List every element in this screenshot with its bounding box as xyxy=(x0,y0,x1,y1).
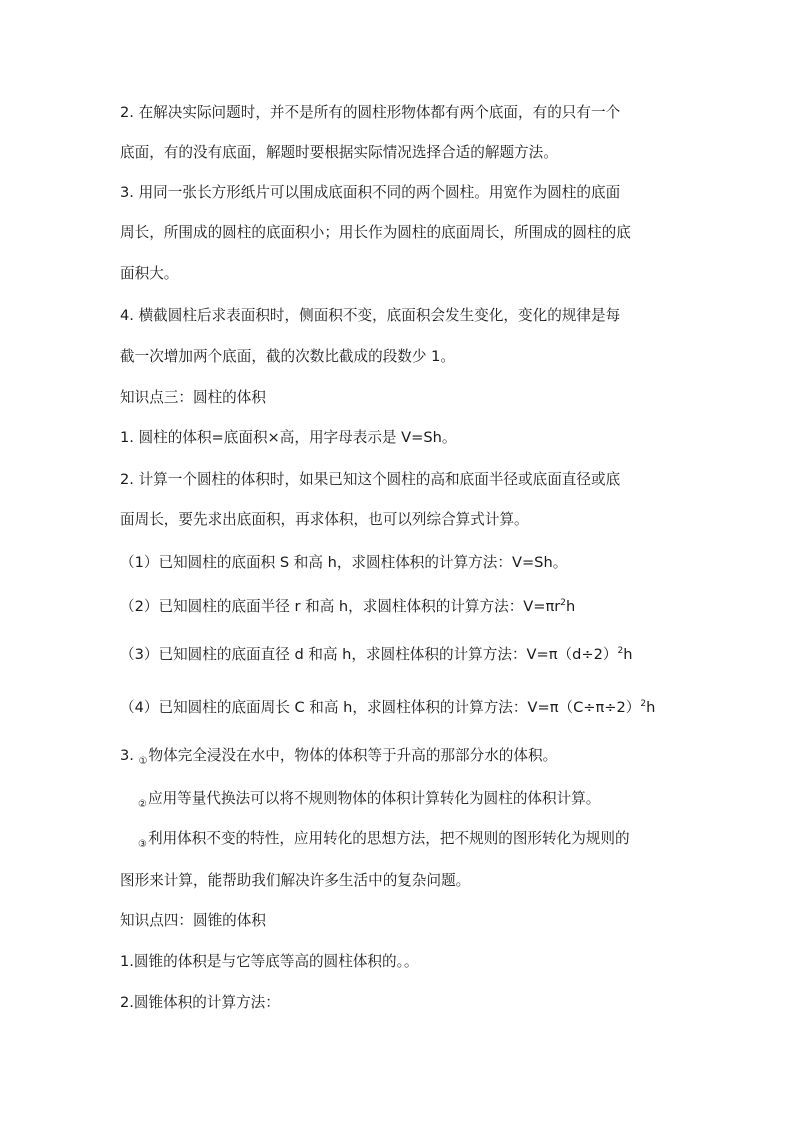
list-item xyxy=(138,829,684,851)
list-text: 应用等量代换法可以将不规则物体的体积计算转化为圆柱的体积计算。 xyxy=(147,790,601,807)
paragraph-line: 3. 用同一张长方形纸片可以围成底面积不同的两个圆柱。用宽作为圆柱的底面 xyxy=(120,184,621,201)
section-heading: 知识点三：圆柱的体积 xyxy=(120,389,266,406)
formula-tail: h xyxy=(566,598,576,615)
paragraph-line: 截一次增加两个底面，截的次数比截成的段数少 1。 xyxy=(120,348,455,365)
paragraph-line: 底面，有的没有底面，解题时要根据实际情况选择合适的解题方法。 xyxy=(120,144,558,161)
list-text: 物体完全浸没在水中，物体的体积等于升高的那部分水的体积。 xyxy=(148,747,558,764)
list-number: 3. xyxy=(120,747,134,764)
circled-one-marker: ① xyxy=(138,756,148,767)
superscript: 2 xyxy=(640,699,647,709)
formula-text: （2）已知圆柱的底面半径 r 和高 h，求圆柱体积的计算方法：V=πr xyxy=(120,598,561,615)
paragraph-line: 1.圆锥的体积是与它等底等高的圆柱体积的。。 xyxy=(120,953,419,970)
list-item xyxy=(120,746,684,768)
list-text: 利用体积不变的特性，应用转化的思想方法，把不规则的图形转化为规则的 xyxy=(147,830,630,847)
formula-line: （1）已知圆柱的底面积 S 和高 h，求圆柱体积的计算方法：V=Sh。 xyxy=(120,554,568,571)
formula-text: （4）已知圆柱的底面周长 C 和高 h，求圆柱体积的计算方法：V=π（C÷π÷2） xyxy=(120,699,641,716)
formula-text: （3）已知圆柱的底面直径 d 和高 h，求圆柱体积的计算方法：V=π（d÷2） xyxy=(120,646,618,663)
paragraph-line: 4. 横截圆柱后求表面积时，侧面积不变，底面积会发生变化，变化的规律是每 xyxy=(120,307,621,324)
paragraph-line: 2.圆锥体积的计算方法： xyxy=(120,994,280,1011)
superscript: 2 xyxy=(560,598,567,608)
formula-tail: h xyxy=(623,646,633,663)
formula-tail: h xyxy=(646,699,656,716)
paragraph-line: 面积大。 xyxy=(120,265,179,282)
superscript: 2 xyxy=(617,646,624,656)
formula-line xyxy=(120,597,684,617)
list-item xyxy=(138,789,684,811)
formula-line xyxy=(120,698,684,718)
section-heading: 知识点四：圆锥的体积 xyxy=(120,912,266,929)
paragraph-line: 周长，所围成的圆柱的底面积小；用长作为圆柱的底面周长，所围成的圆柱的底 xyxy=(120,224,631,241)
paragraph-line: 图形来计算，能帮助我们解决许多生活中的复杂问题。 xyxy=(120,872,471,889)
paragraph-line: 1. 圆柱的体积=底面积×高，用字母表示是 V=Sh。 xyxy=(120,429,457,446)
formula-line xyxy=(120,645,684,665)
circled-two-marker: ② xyxy=(138,799,147,810)
paragraph-line: 2. 在解决实际问题时，并不是所有的圆柱形物体都有两个底面，有的只有一个 xyxy=(120,104,621,121)
paragraph-line: 面周长，要先求出底面积，再求体积，也可以列综合算式计算。 xyxy=(120,511,529,528)
circled-three-marker: ③ xyxy=(138,839,147,850)
paragraph-line: 2. 计算一个圆柱的体积时，如果已知这个圆柱的高和底面半径或底面直径或底 xyxy=(120,471,621,488)
